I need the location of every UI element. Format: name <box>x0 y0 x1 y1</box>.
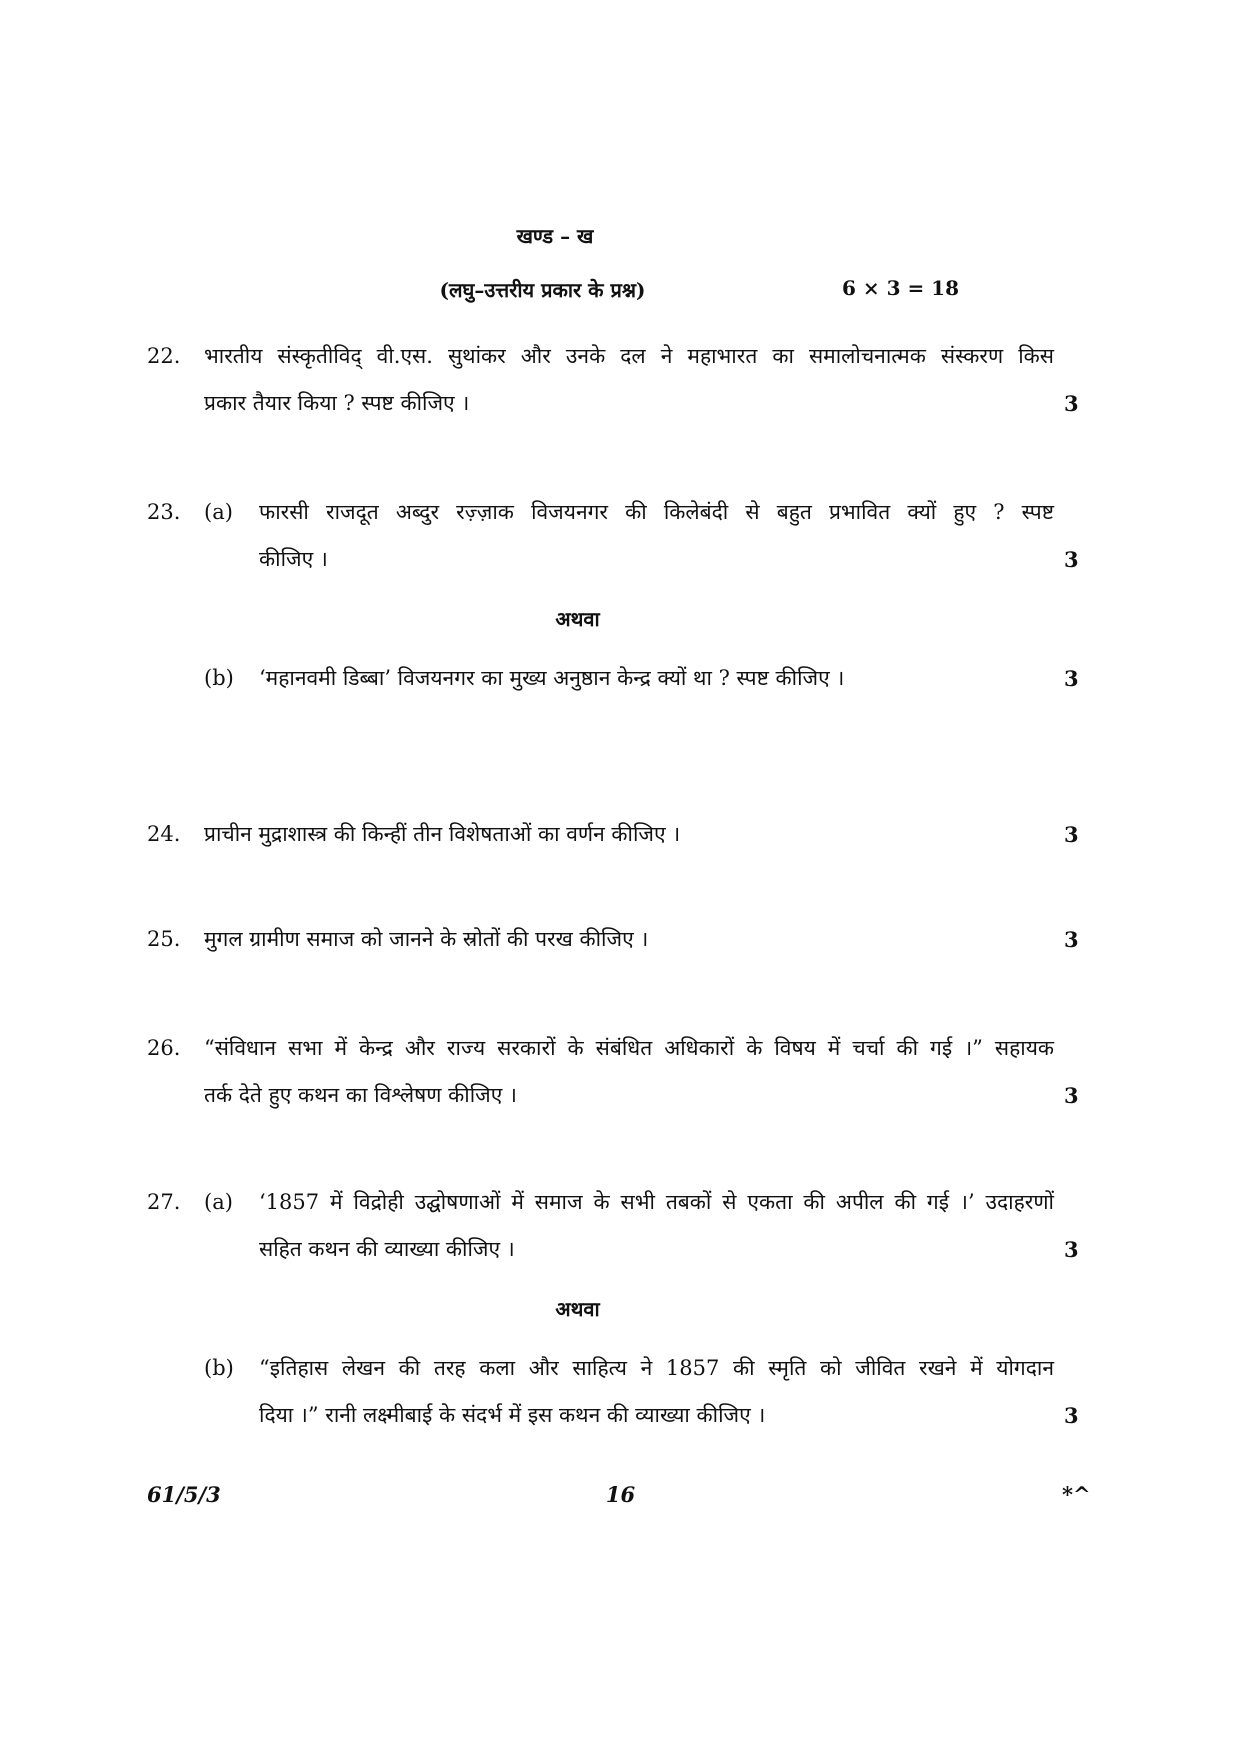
question-23-a-label: (a) <box>204 500 233 524</box>
section-subtitle: (लघु–उत्तरीय प्रकार के प्रश्न) <box>439 278 646 302</box>
section-title: खण्ड – ख <box>516 224 594 248</box>
question-26-line-1: “संविधान सभा में केन्द्र और राज्य सरकारों के संबंधित अधिकारों के विषय में चर्चा की गई ।” सहायक <box>204 1036 1054 1060</box>
question-23-a-line-2: कीजिए । <box>259 547 328 571</box>
footer-paper-code: 61/5/3 <box>147 1482 221 1507</box>
question-number-27: 27. <box>147 1190 181 1214</box>
question-27-a-line-1: ‘1857 में विद्रोही उद्घोषणाओं में समाज के सभी तबकों से एकता की अपील की गई ।’ उदाहरणों <box>259 1190 1054 1214</box>
section-total-marks: 6 × 3 = 18 <box>841 276 959 300</box>
question-number-25: 25. <box>147 927 181 951</box>
footer-mark: *^ <box>1062 1482 1091 1507</box>
or-label: अथवा <box>555 1297 600 1321</box>
question-22-line-1: भारतीय संस्कृतीविद् वी.एस. सुथांकर और उनके दल ने महाभारत का समालोचनात्मक संस्करण किस <box>204 344 1054 368</box>
or-label: अथवा <box>555 607 600 631</box>
question-27-a-marks: 3 <box>1064 1237 1079 1262</box>
question-22-marks: 3 <box>1064 391 1079 416</box>
question-27-b-line-1: “इतिहास लेखन की तरह कला और साहित्य ने 1857 की स्मृति को जीवित रखने में योगदान <box>259 1356 1054 1380</box>
question-27-b-label: (b) <box>204 1356 234 1380</box>
footer-page-number: 16 <box>605 1482 636 1507</box>
question-24-line-1: प्राचीन मुद्राशास्त्र की किन्हीं तीन विशेषताओं का वर्णन कीजिए । <box>204 822 681 846</box>
question-25-line-1: मुगल ग्रामीण समाज को जानने के स्रोतों की परख कीजिए । <box>204 927 649 951</box>
question-number-22: 22. <box>147 344 181 368</box>
question-23-b-line-1: ‘महानवमी डिब्बा’ विजयनगर का मुख्य अनुष्ठान केन्द्र क्यों था ? स्पष्ट कीजिए । <box>259 666 845 690</box>
question-26-marks: 3 <box>1064 1083 1079 1108</box>
question-22-line-2: प्रकार तैयार किया ? स्पष्ट कीजिए । <box>204 391 470 415</box>
question-23-b-label: (b) <box>204 666 234 690</box>
question-number-24: 24. <box>147 822 181 846</box>
question-25-marks: 3 <box>1064 927 1079 952</box>
question-26-line-2: तर्क देते हुए कथन का विश्लेषण कीजिए । <box>204 1083 517 1107</box>
question-24-marks: 3 <box>1064 822 1079 847</box>
question-23-b-marks: 3 <box>1064 666 1079 691</box>
question-number-23: 23. <box>147 500 181 524</box>
question-27-b-marks: 3 <box>1064 1403 1079 1428</box>
question-27-a-line-2: सहित कथन की व्याख्या कीजिए । <box>259 1237 515 1261</box>
question-23-a-marks: 3 <box>1064 547 1079 572</box>
question-number-26: 26. <box>147 1036 181 1060</box>
question-27-b-line-2: दिया ।” रानी लक्ष्मीबाई के संदर्भ में इस कथन की व्याख्या कीजिए । <box>259 1403 766 1427</box>
question-23-a-line-1: फारसी राजदूत अब्दुर रज़्ज़ाक विजयनगर की किलेबंदी से बहुत प्रभावित क्यों हुए ? स्पष्ट <box>259 500 1054 524</box>
question-27-a-label: (a) <box>204 1190 233 1214</box>
